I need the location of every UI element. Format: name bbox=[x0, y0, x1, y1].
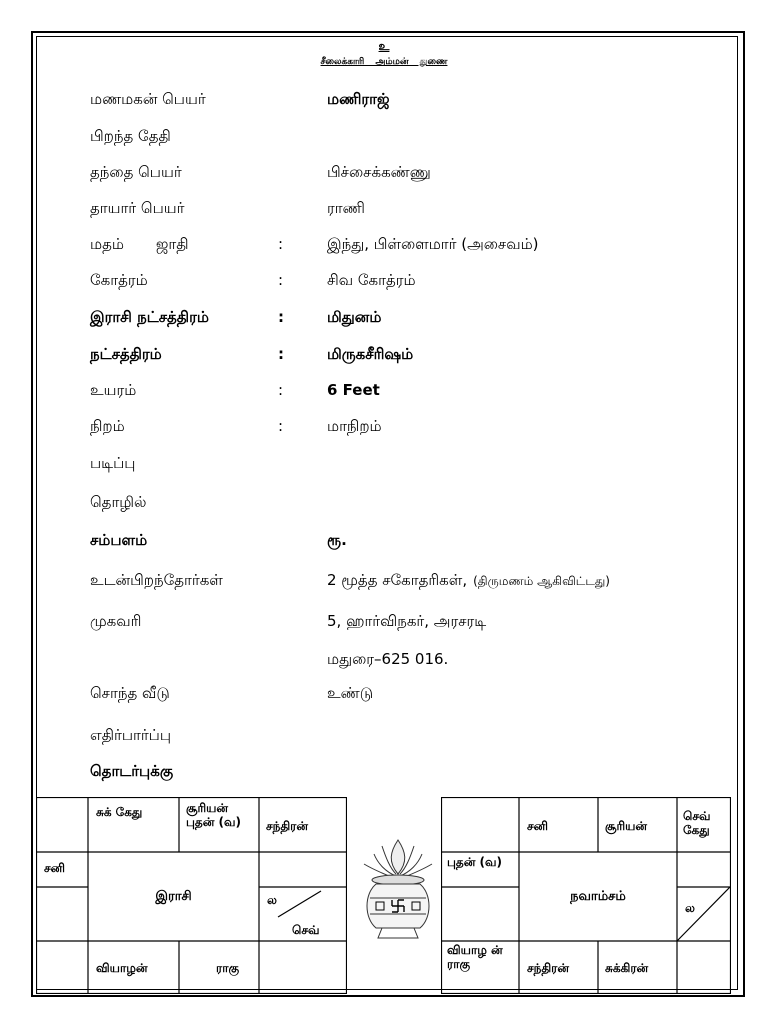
field-value-text: 6 Feet bbox=[327, 381, 380, 399]
field-label: உடன்பிறந்தோர்கள் bbox=[90, 571, 223, 589]
rasi-house-bottom-3: ராகு bbox=[216, 961, 240, 975]
field-row bbox=[0, 163, 768, 189]
field-label: தாயார் பெயர் bbox=[90, 199, 185, 217]
field-value bbox=[327, 90, 389, 110]
rasi-chart bbox=[36, 797, 347, 994]
rasi-house-left-upper: சனி bbox=[44, 861, 65, 875]
field-row bbox=[0, 345, 768, 371]
rasi-house-right-planet: செவ் bbox=[292, 923, 320, 937]
field-value bbox=[327, 531, 347, 551]
field-row bbox=[0, 454, 768, 480]
field-value-text: மதுரை–625 016. bbox=[327, 650, 449, 668]
field-label: கோத்ரம் bbox=[90, 271, 148, 289]
field-value-text: சிவ கோத்ரம் bbox=[327, 271, 416, 289]
field-row bbox=[0, 271, 768, 297]
field-value-text: மிருகசீரிஷம் bbox=[327, 345, 414, 363]
navamsa-lagnam-marker: ல bbox=[685, 901, 695, 915]
field-row bbox=[0, 726, 768, 752]
field-value bbox=[327, 163, 431, 183]
field-value bbox=[327, 381, 380, 399]
field-row bbox=[0, 571, 768, 597]
navamsa-house-top-4: செவ் கேது bbox=[683, 809, 711, 837]
navamsa-chart bbox=[441, 797, 731, 994]
field-row bbox=[0, 650, 768, 676]
field-value bbox=[327, 345, 413, 365]
field-label: எதிர்பார்ப்பு bbox=[90, 726, 171, 744]
rasi-chart-title: இராசி bbox=[155, 889, 192, 904]
field-colon: : bbox=[278, 271, 284, 289]
field-value bbox=[327, 684, 373, 704]
field-label: சம்பளம் bbox=[90, 531, 148, 549]
rasi-house-top-3: சூரியன் புதன் (வ) bbox=[186, 801, 242, 829]
rasi-house-top-2: சுக் கேது bbox=[96, 805, 143, 819]
field-label: படிப்பு bbox=[90, 454, 136, 472]
field-label: மணமகன் பெயர் bbox=[90, 90, 206, 108]
field-label: சொந்த வீடு bbox=[90, 684, 170, 702]
field-row bbox=[0, 531, 768, 557]
field-value-text: ராணி bbox=[327, 199, 365, 217]
field-value-text: இந்து, பிள்ளைமார் (அசைவம்) bbox=[327, 235, 539, 253]
field-value-text: மிதுனம் bbox=[327, 308, 382, 326]
field-row bbox=[0, 199, 768, 225]
rasi-lagnam-marker: ல bbox=[267, 893, 277, 907]
field-colon: : bbox=[278, 381, 284, 399]
rasi-house-top-4: சந்திரன் bbox=[266, 819, 309, 833]
navamsa-house-bottom-1: வியாழ ன் ராகு bbox=[447, 943, 503, 971]
field-value-text: உண்டு bbox=[327, 684, 374, 702]
field-value-text: 2 மூத்த சகோதரிகள், bbox=[327, 571, 468, 589]
field-value bbox=[327, 650, 448, 670]
navamsa-house-top-3: சூரியன் bbox=[605, 819, 648, 833]
field-label: தந்தை பெயர் bbox=[90, 163, 182, 181]
field-label: முகவரி bbox=[90, 612, 142, 630]
header-symbol: உ bbox=[378, 39, 390, 53]
field-row bbox=[0, 493, 768, 519]
field-row bbox=[0, 381, 768, 407]
field-value bbox=[327, 612, 486, 632]
field-label: நிறம் bbox=[90, 417, 125, 435]
kalasam-swastika-icon bbox=[360, 834, 436, 944]
field-value bbox=[327, 199, 365, 219]
field-row bbox=[0, 235, 768, 261]
field-label-part: மதம் bbox=[90, 235, 124, 253]
field-value-text: ரூ. bbox=[327, 531, 347, 549]
field-row bbox=[0, 612, 768, 638]
field-label bbox=[90, 235, 189, 255]
field-value bbox=[327, 271, 416, 291]
field-colon: : bbox=[278, 235, 284, 253]
field-label: நட்சத்திரம் bbox=[90, 345, 162, 363]
field-value-text: மணிராஜ் bbox=[327, 90, 390, 108]
field-value bbox=[327, 235, 539, 255]
field-colon: : bbox=[278, 417, 284, 435]
field-value-text: 5, ஹார்விநகர், அரசரடி bbox=[327, 612, 487, 630]
header-deity: சீலைக்காரி அம்மன் துணை bbox=[320, 57, 448, 67]
field-colon: : bbox=[278, 308, 284, 326]
field-label: தொழில் bbox=[90, 493, 147, 511]
field-value-note: (திருமணம் ஆகிவிட்டது) bbox=[473, 574, 610, 588]
field-row bbox=[0, 762, 768, 788]
field-value bbox=[327, 308, 381, 328]
field-colon: : bbox=[278, 345, 284, 363]
field-row bbox=[0, 308, 768, 334]
field-row bbox=[0, 90, 768, 116]
field-value bbox=[327, 417, 382, 437]
field-label: இராசி நட்சத்திரம் bbox=[90, 308, 209, 326]
field-row bbox=[0, 127, 768, 153]
navamsa-house-top-2: சனி bbox=[527, 819, 548, 833]
field-value bbox=[327, 571, 610, 591]
field-row bbox=[0, 417, 768, 443]
navamsa-house-bottom-2: சந்திரன் bbox=[527, 961, 570, 975]
field-value-text: மாநிறம் bbox=[327, 417, 382, 435]
rasi-house-bottom-2: வியாழன் bbox=[96, 961, 148, 975]
field-label: உயரம் bbox=[90, 381, 137, 399]
navamsa-house-left-upper: புதன் (வ) bbox=[447, 855, 503, 869]
navamsa-house-bottom-3: சுக்கிரன் bbox=[605, 961, 649, 975]
field-label-part: ஜாதி bbox=[155, 235, 189, 253]
navamsa-chart-title: நவாம்சம் bbox=[570, 889, 626, 904]
field-label: பிறந்த தேதி bbox=[90, 127, 171, 145]
field-value-text: பிச்சைக்கண்ணு bbox=[327, 163, 431, 181]
field-label: தொடர்புக்கு bbox=[90, 762, 174, 780]
field-row bbox=[0, 684, 768, 710]
